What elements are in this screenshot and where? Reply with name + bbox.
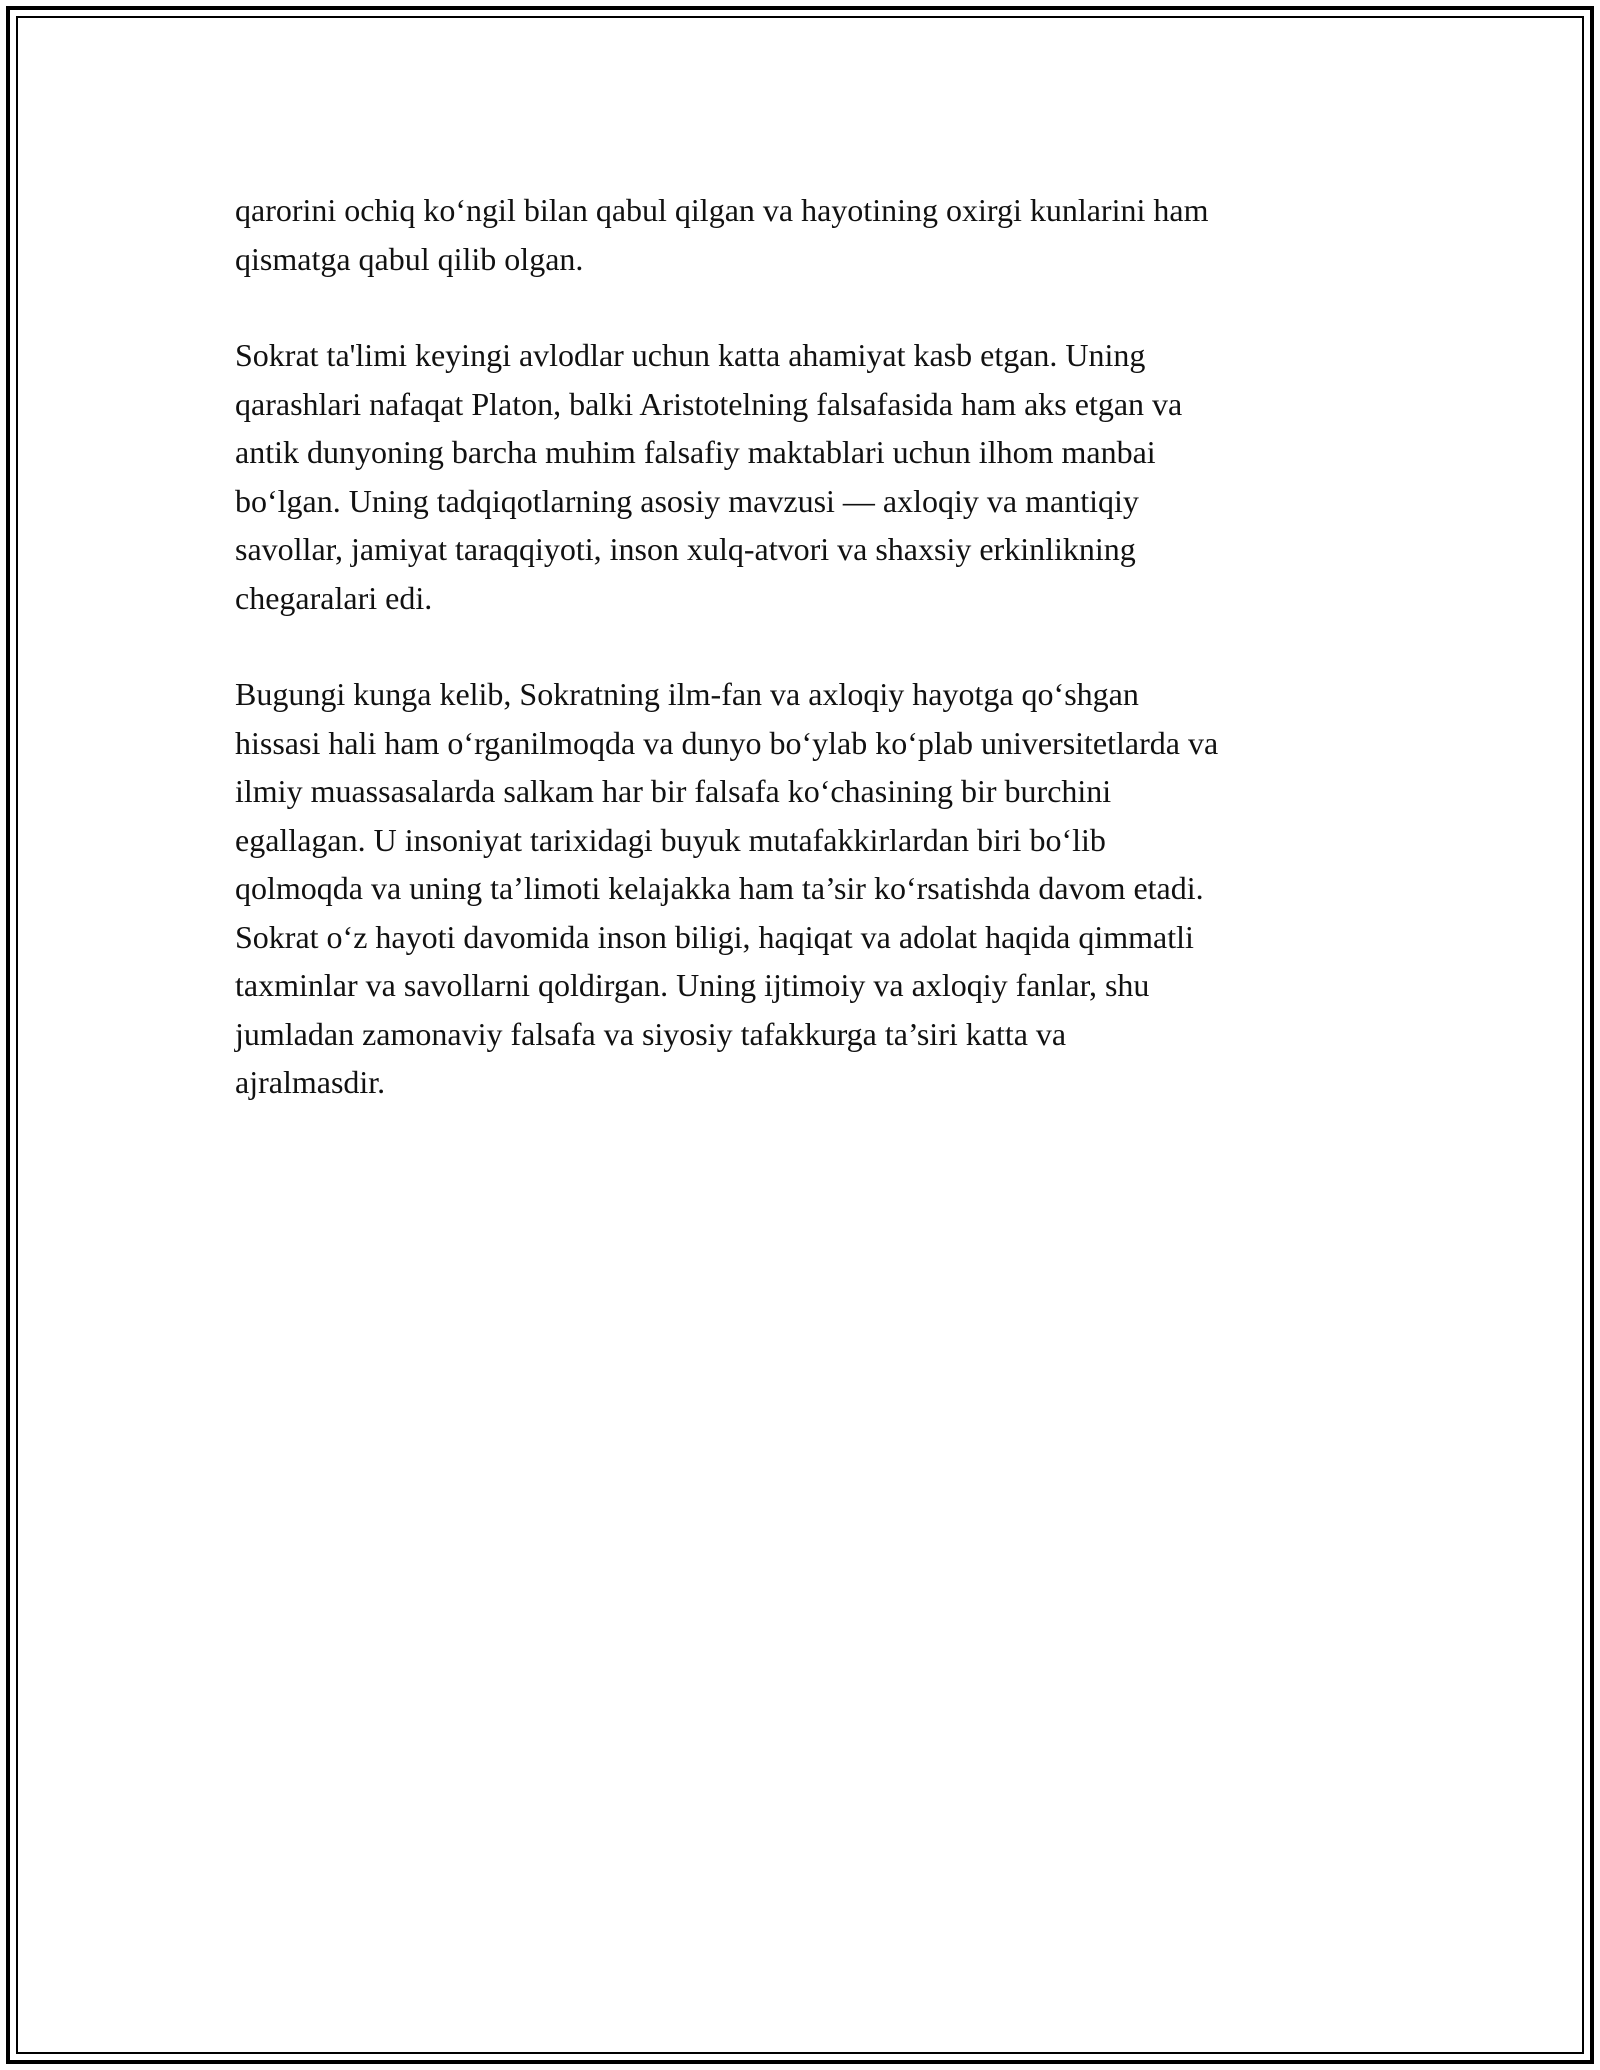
- document-body: [235, 186, 1370, 1107]
- text-line: ilmiy muassasalarda salkam har bir falsafa koʻchasining bir burchini: [235, 773, 1112, 809]
- text-line: taxminlar va savollarni qoldirgan. Uning ijtimoiy va axloqiy fanlar, shu: [235, 967, 1150, 1003]
- text-line: qarashlari nafaqat Platon, balki Aristotelning falsafasida ham aks etgan va: [235, 385, 1183, 422]
- paragraph: [235, 670, 1370, 1107]
- text-line: chegaralari edi.: [235, 579, 433, 616]
- text-line: Sokrat oʻz hayoti davomida inson biligi, haqiqat va adolat haqida qimmatli: [235, 918, 1194, 955]
- text-line: qarorini ochiq koʻngil bilan qabul qilgan va hayotining oxirgi kunlarini ham: [235, 192, 1209, 228]
- text-line: egallagan. U insoniyat tarixidagi buyuk mutafakkirlardan biri boʻlib: [235, 821, 1106, 858]
- text-line: qismatga qabul qilib olgan.: [235, 240, 584, 277]
- text-line: qolmoqda va uning ta’limoti kelajakka ham ta’sir koʻrsatishda davom etadi.: [235, 870, 1204, 906]
- paragraph: [235, 331, 1370, 622]
- paragraph: [235, 186, 1370, 283]
- text-line: Bugungi kunga kelib, Sokratning ilm-fan va axloqiy hayotga qoʻshgan: [235, 676, 1139, 712]
- text-line: Sokrat ta'limi keyingi avlodlar uchun katta ahamiyat kasb etgan. Uning: [235, 337, 1146, 373]
- text-line: hissasi hali ham oʻrganilmoqda va dunyo boʻylab koʻplab universitetlarda va: [235, 724, 1219, 761]
- text-line: savollar, jamiyat taraqqiyoti, inson xulq-atvori va shaxsiy erkinlikning: [235, 531, 1136, 567]
- text-line: ajralmasdir.: [235, 1064, 386, 1100]
- text-line: antik dunyoning barcha muhim falsafiy maktablari uchun ilhom manbai: [235, 434, 1156, 470]
- text-line: boʻlgan. Uning tadqiqotlarning asosiy mavzusi — axloqiy va mantiqiy: [235, 482, 1139, 519]
- text-line: jumladan zamonaviy falsafa va siyosiy tafakkurga ta’siri katta va: [235, 1015, 1067, 1052]
